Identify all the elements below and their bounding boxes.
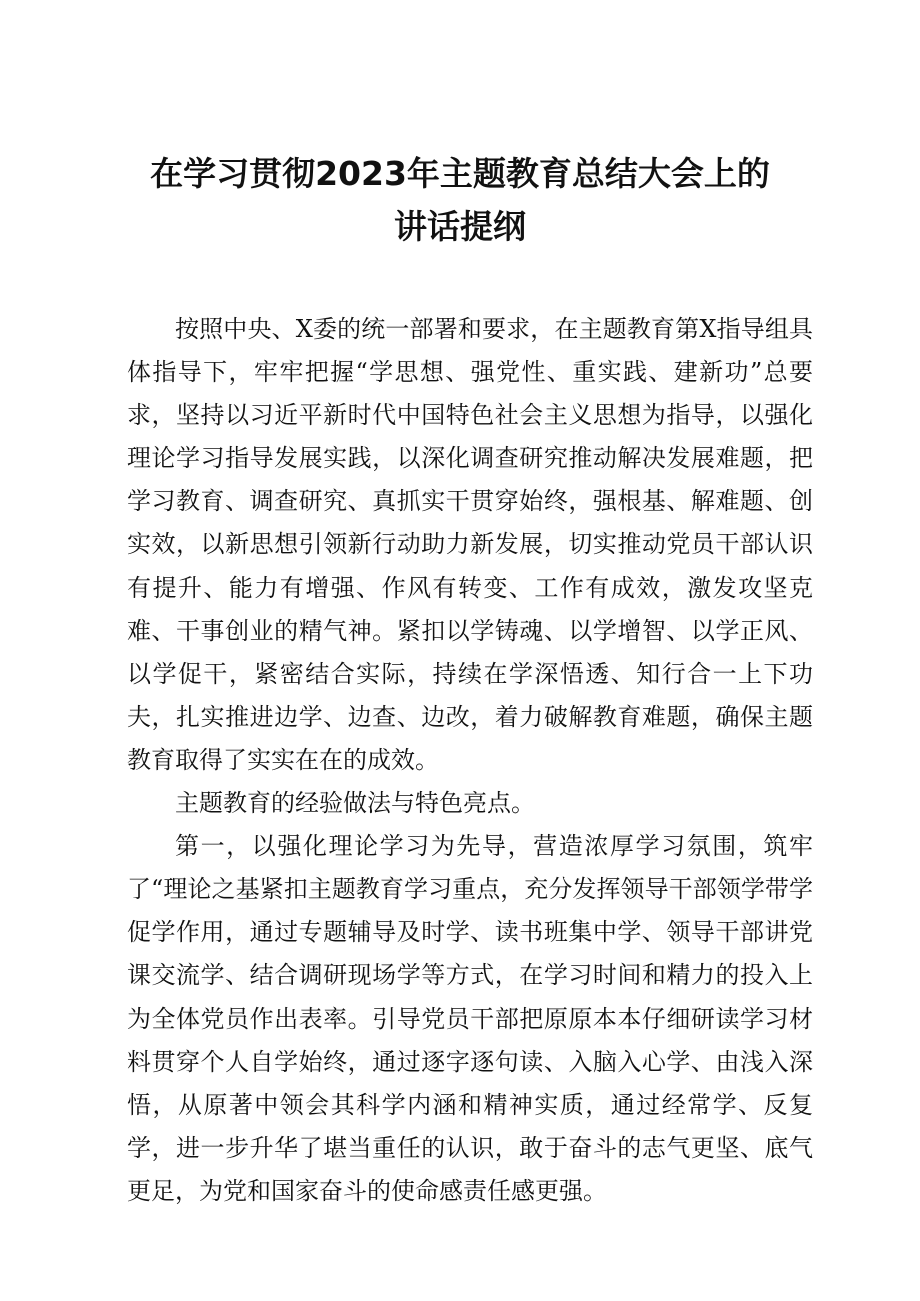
document-title-line-2: 讲话提纲 — [394, 207, 526, 246]
body-paragraph-first-point: 第一，以强化理论学习为先导，营造浓厚学习氛围，筑牢了“理论之基紧扣主题教育学习重点，充分发挥领导干部领学带学促学作用，通过专题辅导及时学、读书班集中学、领导干部讲党课交流学、结合调研现场学等方式，在学习时间和精力的投入上为全体党员作出表率。引导党员干部把原原本本仔细研读学习材料贯穿个人自学始终，通过逐字逐句读、入脑入心学、由浅入深悟，从原著中领会其科学内涵和精神实质，通过经常学、反复学，进一步升华了堪当重任的认识，敢于奋斗的志气更坚、底气更足，为党和国家奋斗的使命感责任感更强。 — [127, 832, 813, 1205]
document-title-line-1: 在学习贯彻2023年主题教育总结大会上的 — [150, 154, 770, 193]
body-paragraph-heading: 主题教育的经验做法与特色亮点。 — [175, 789, 535, 818]
document-body — [127, 308, 813, 1213]
body-paragraph-intro: 按照中央、X委的统一部署和要求，在主题教育第X指导组具体指导下，牢牢把握“学思想、强党性、重实践、建新功”总要求，坚持以习近平新时代中国特色社会主义思想为指导，以强化理论学习指导发展实践，以深化调查研究推动解决发展难题，把学习教育、调查研究、真抓实干贯穿始终，强根基、解难题、创实效，以新思想引领新行动助力新发展，切实推动党员干部认识有提升、能力有增强、作风有转变、工作有成效，激发攻坚克难、干事创业的精气神。紧扣以学铸魂、以学增智、以学正风、以学促干，紧密结合实际，持续在学深悟透、知行合一上下功夫，扎实推进边学、边查、边改，着力破解教育难题，确保主题教育取得了实实在在的成效。 — [127, 315, 813, 774]
